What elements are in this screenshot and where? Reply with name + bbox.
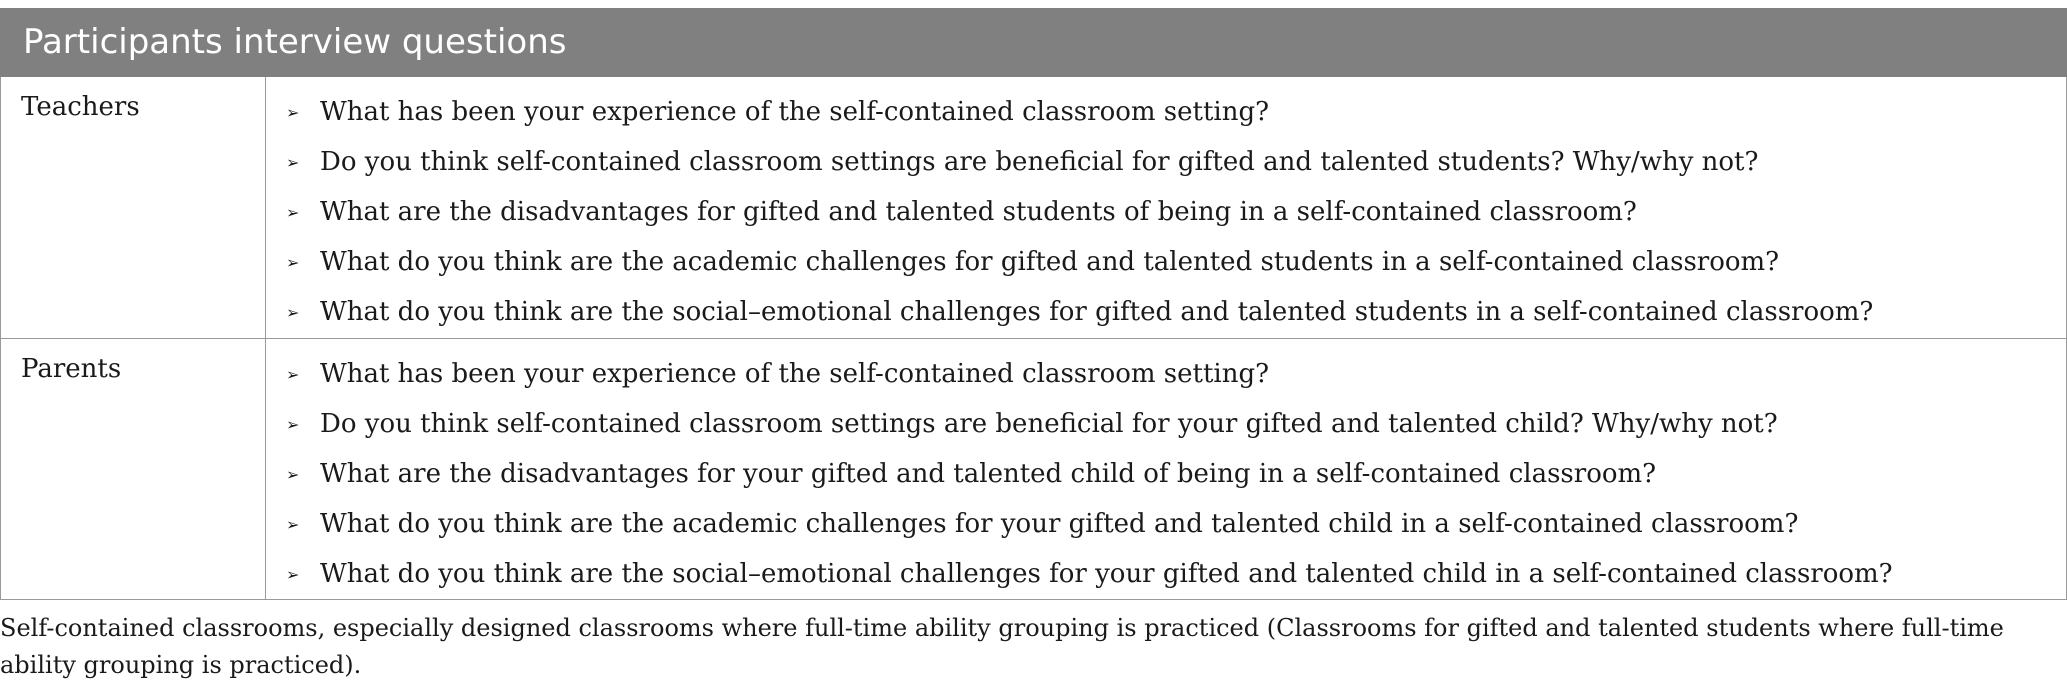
question-text: What are the disadvantages for gifted and talented students of being in a self-contained classroom? <box>320 197 1637 227</box>
group-label-teachers: Teachers <box>1 77 266 338</box>
question-text: What has been your experience of the self-contained classroom setting? <box>320 97 1270 127</box>
question-text: What has been your experience of the self-contained classroom setting? <box>320 359 1270 389</box>
question-text: What do you think are the academic challenges for your gifted and talented child in a self-contained classroom? <box>320 509 1799 539</box>
list-item <box>286 349 2066 399</box>
arrow-bullet-icon: ➢ <box>286 152 300 172</box>
question-text: Do you think self-contained classroom settings are beneficial for your gifted and talented child? Why/why not? <box>320 409 1778 439</box>
group-label-parents: Parents <box>1 339 266 599</box>
list-item <box>286 237 2066 287</box>
question-text: Do you think self-contained classroom settings are beneficial for gifted and talented students? Why/why not? <box>320 147 1759 177</box>
list-item <box>286 287 2066 337</box>
list-item <box>286 187 2066 237</box>
question-list-parents <box>266 339 2066 599</box>
list-item <box>286 399 2066 449</box>
question-text: What do you think are the academic challenges for gifted and talented students in a self-contained classroom? <box>320 247 1780 277</box>
arrow-bullet-icon: ➢ <box>286 414 300 434</box>
list-item <box>286 87 2066 137</box>
arrow-bullet-icon: ➢ <box>286 252 300 272</box>
table-row-parents <box>1 338 2066 599</box>
question-text: What do you think are the social–emotional challenges for your gifted and talented child in a self-contained classroom? <box>320 559 1893 589</box>
question-text: What are the disadvantages for your gifted and talented child of being in a self-contained classroom? <box>320 459 1657 489</box>
table-row-teachers <box>1 77 2066 338</box>
interview-questions-table <box>0 8 2067 600</box>
list-item <box>286 549 2066 599</box>
table-body <box>0 77 2067 600</box>
list-item <box>286 449 2066 499</box>
question-text: What do you think are the social–emotional challenges for gifted and talented students in a self-contained classroom? <box>320 297 1874 327</box>
arrow-bullet-icon: ➢ <box>286 302 300 322</box>
arrow-bullet-icon: ➢ <box>286 102 300 122</box>
arrow-bullet-icon: ➢ <box>286 514 300 534</box>
table-footnote: Self-contained classrooms, especially designed classrooms where full-time ability grouping is practiced (Classrooms for gifted and talented students where full-time ability grouping is practiced). <box>0 614 2004 679</box>
arrow-bullet-icon: ➢ <box>286 564 300 584</box>
arrow-bullet-icon: ➢ <box>286 464 300 484</box>
question-list-teachers <box>266 77 2066 338</box>
list-item <box>286 137 2066 187</box>
table-title: Participants interview questions <box>0 8 2067 77</box>
arrow-bullet-icon: ➢ <box>286 202 300 222</box>
arrow-bullet-icon: ➢ <box>286 364 300 384</box>
list-item <box>286 499 2066 549</box>
